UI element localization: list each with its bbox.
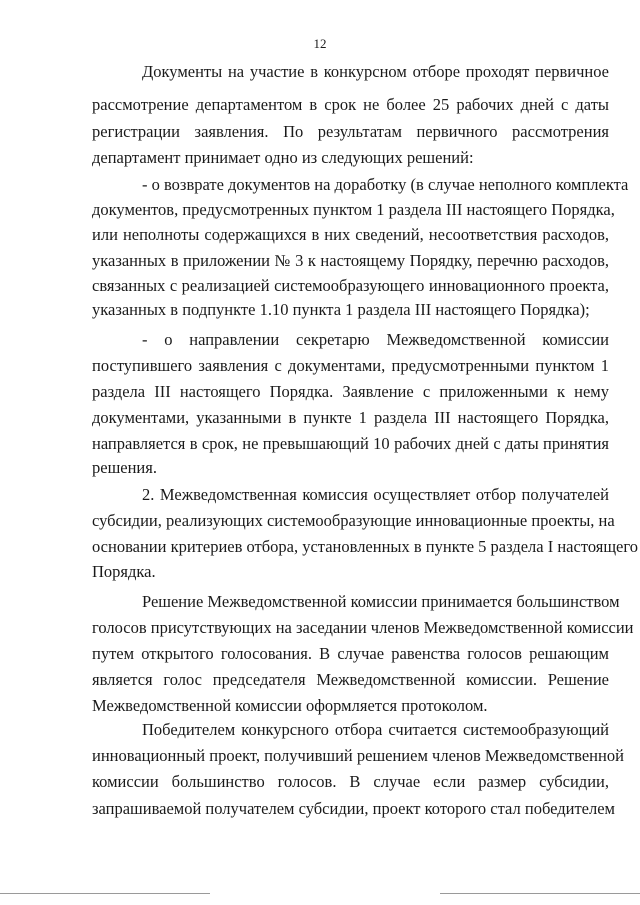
- text-line: Документы на участие в конкурсном отборе проходят первичное: [142, 62, 609, 81]
- scan-edge-line: [440, 893, 640, 894]
- text-line: - о возврате документов на доработку (в случае неполного комплекта: [142, 175, 629, 194]
- text-line: раздела III настоящего Порядка. Заявление с приложенными к нему: [92, 382, 609, 401]
- text-line: документов, предусмотренных пунктом 1 раздела III настоящего Порядка,: [92, 200, 615, 219]
- text-line: указанных в приложении № 3 к настоящему Порядку, перечню расходов,: [92, 251, 609, 270]
- text-line: голосов присутствующих на заседании членов Межведомственной комиссии: [92, 618, 634, 637]
- text-line: связанных с реализацией системообразующего инновационного проекта,: [92, 276, 609, 295]
- text-line: или неполноты содержащихся в них сведений, несоответствия расходов,: [92, 225, 609, 244]
- text-line: Решение Межведомственной комиссии принимается большинством: [142, 592, 620, 611]
- text-line: субсидии, реализующих системообразующие инновационные проекты, на: [92, 511, 615, 530]
- text-line: поступившего заявления с документами, предусмотренными пунктом 1: [92, 356, 609, 375]
- scan-edge-line: [0, 893, 210, 894]
- text-line: документами, указанными в пункте 1 раздела III настоящего Порядка,: [92, 408, 609, 427]
- text-line: 2. Межведомственная комиссия осуществляет отбор получателей: [142, 485, 609, 504]
- text-line: решения.: [92, 458, 157, 477]
- text-line: направляется в срок, не превышающий 10 рабочих дней с даты принятия: [92, 434, 609, 453]
- text-line: указанных в подпункте 1.10 пункта 1 раздела III настоящего Порядка);: [92, 300, 590, 319]
- text-line: основании критериев отбора, установленных в пункте 5 раздела I настоящего: [92, 537, 638, 556]
- text-line: департамент принимает одно из следующих решений:: [92, 148, 474, 167]
- text-line: комиссии большинство голосов. В случае если размер субсидии,: [92, 772, 609, 791]
- text-line: Победителем конкурсного отбора считается системообразующий: [142, 720, 609, 739]
- text-line: путем открытого голосования. В случае равенства голосов решающим: [92, 644, 609, 663]
- text-line: рассмотрение департаментом в срок не более 25 рабочих дней с даты: [92, 95, 609, 114]
- page-number: 12: [313, 36, 327, 51]
- text-line: регистрации заявления. По результатам первичного рассмотрения: [92, 122, 609, 141]
- text-line: Межведомственной комиссии оформляется протоколом.: [92, 696, 488, 715]
- text-line: - о направлении секретарю Межведомственной комиссии: [142, 330, 609, 349]
- text-line: инновационный проект, получивший решением членов Межведомственной: [92, 746, 624, 765]
- text-line: запрашиваемой получателем субсидии, проект которого стал победителем: [92, 799, 615, 818]
- text-line: Порядка.: [92, 562, 156, 581]
- text-line: является голос председателя Межведомственной комиссии. Решение: [92, 670, 609, 689]
